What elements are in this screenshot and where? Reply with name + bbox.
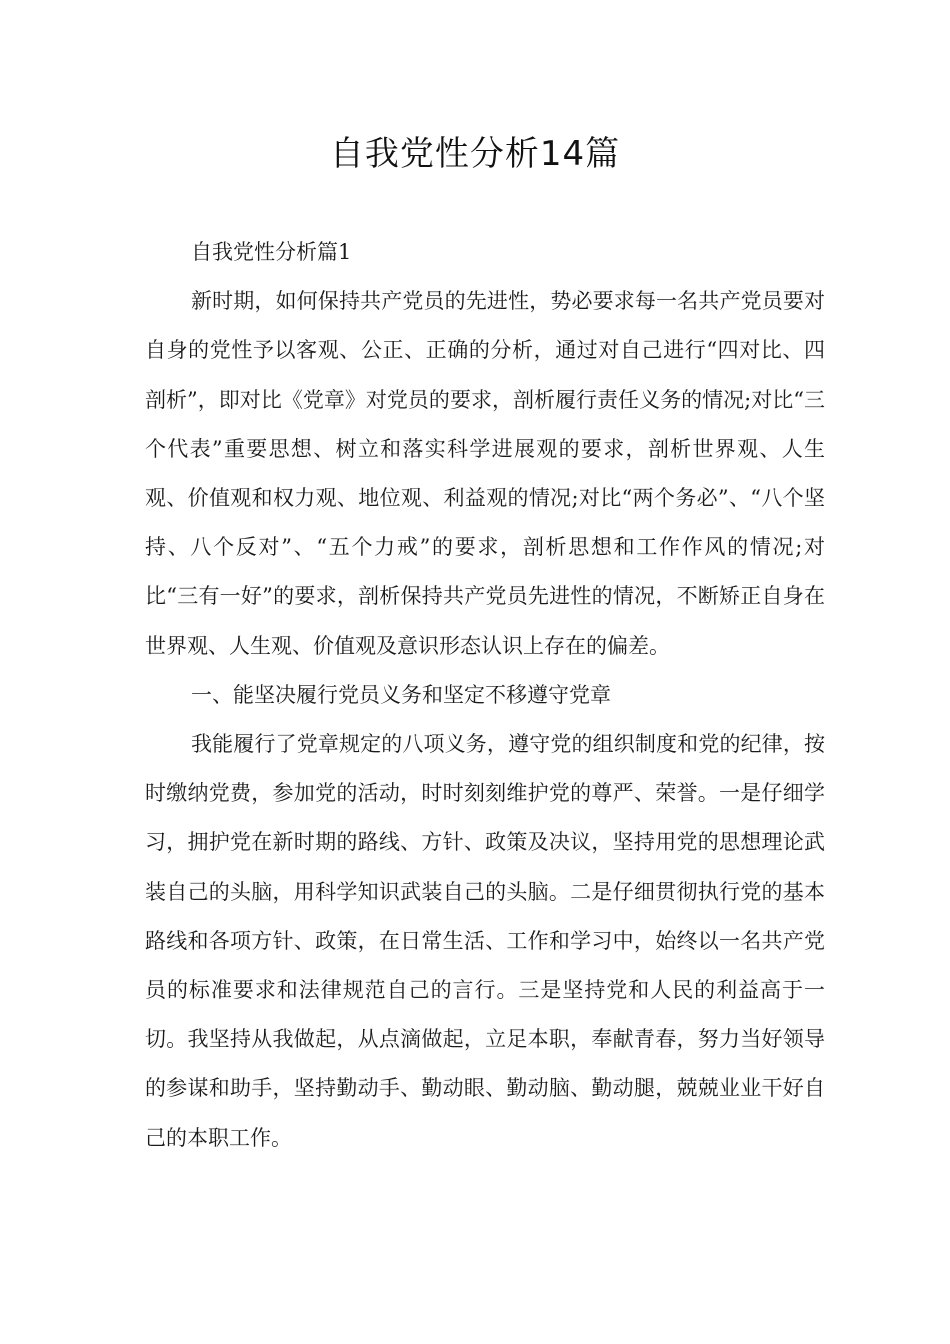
subsection-heading: 一、能坚决履行党员义务和坚定不移遵守党章 [191, 682, 611, 707]
document-title: 自我党性分析14篇 [329, 134, 621, 174]
body-paragraph: 我能履行了党章规定的八项义务，遵守党的组织制度和党的纪律，按时缴纳党费，参加党的活动，时时刻刻维护党的尊严、荣誉。一是仔细学习，拥护党在新时期的路线、方针、政策及决议，坚持用党的思想理论武装自己的头脑，用科学知识武装自己的头脑。二是仔细贯彻执行党的基本路线和各项方针、政策，在日常生活、工作和学习中，始终以一名共产党员的标准要求和法律规范自己的言行。三是坚持党和人民的利益高于一切。我坚持从我做起，从点滴做起，立足本职，奉献青春，努力当好领导的参谋和助手，坚持勤动手、勤动眼、勤动脑、勤动腿，兢兢业业干好自己的本职工作。 [145, 732, 825, 1150]
document-body [145, 228, 825, 1163]
section-heading: 自我党性分析篇1 [191, 240, 352, 264]
body-paragraph: 新时期，如何保持共产党员的先进性，势必要求每一名共产党员要对自身的党性予以客观、公正、正确的分析，通过对自己进行“四对比、四剖析”，即对比《党章》对党员的要求，剖析履行责任义务的情况;对比“三个代表”重要思想、树立和落实科学进展观的要求，剖析世界观、人生观、价值观和权力观、地位观、利益观的情况;对比“两个务必”、“八个坚持、八个反对”、“五个力戒”的要求，剖析思想和工作作风的情况;对比“三有一好”的要求，剖析保持共产党员先进性的情况，不断矫正自身在世界观、人生观、价值观及意识形态认识上存在的偏差。 [145, 289, 825, 658]
